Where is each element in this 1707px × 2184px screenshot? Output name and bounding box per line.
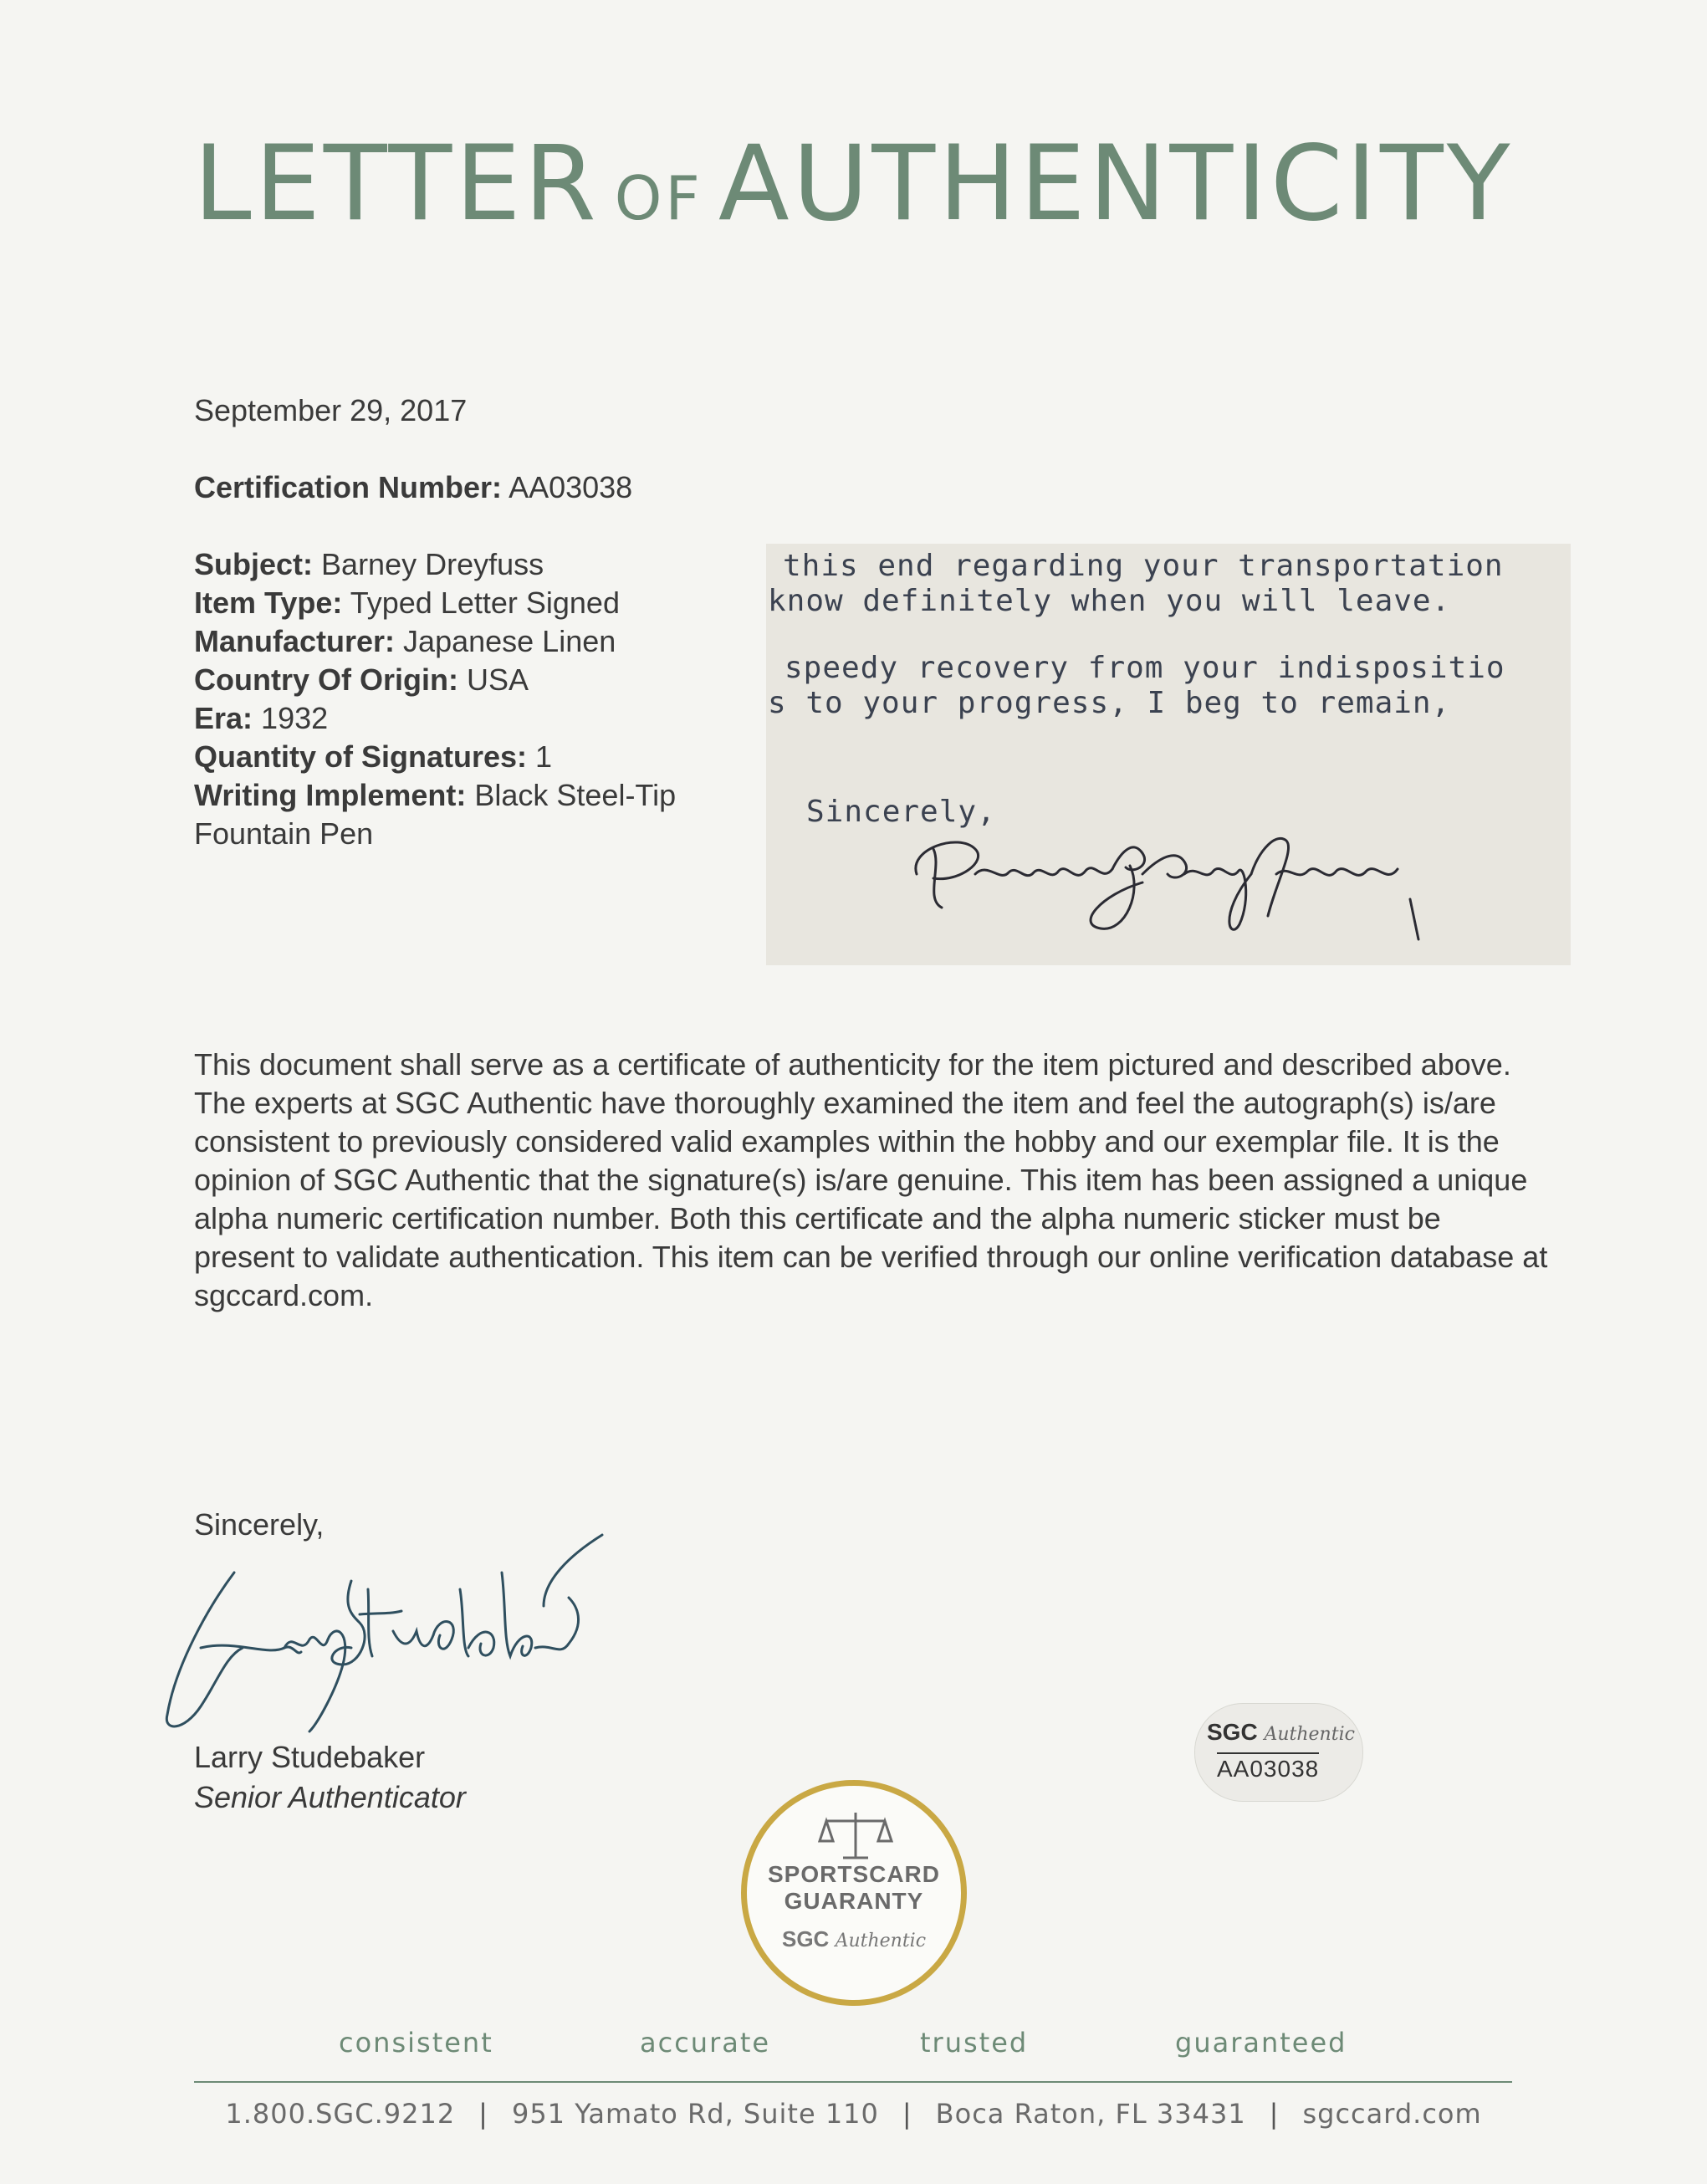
- closing: Sincerely,: [194, 1507, 325, 1542]
- footer-separator: |: [478, 2098, 488, 2130]
- typed-line: this end regarding your transportation: [783, 549, 1504, 583]
- sticker-brand-text: SGC: [1207, 1719, 1258, 1745]
- certification-number-label: Certification Number:: [194, 470, 503, 504]
- certification-number: [194, 470, 632, 505]
- detail-item-type: [194, 584, 763, 622]
- sgc-seal: [741, 1780, 967, 2006]
- detail-label: Writing Implement:: [194, 778, 467, 812]
- dreyfuss-signature: [908, 816, 1444, 941]
- footer-contact: [0, 2098, 1707, 2130]
- detail-label: Subject:: [194, 547, 314, 581]
- title-part-letter: LETTER: [193, 124, 600, 244]
- typed-line: Sincerely,: [806, 795, 996, 829]
- sticker-brand: [1207, 1719, 1355, 1746]
- item-photo: [766, 544, 1571, 965]
- footer-separator: |: [902, 2098, 912, 2130]
- document-title: [0, 124, 1707, 244]
- seal-line-3: [747, 1926, 961, 1952]
- scales-icon: [818, 1811, 893, 1861]
- detail-label: Quantity of Signatures:: [194, 739, 528, 774]
- tagline-guaranteed: guaranteed: [1175, 2027, 1347, 2059]
- seal-brand-script: Authentic: [835, 1931, 927, 1951]
- signer-title: Senior Authenticator: [194, 1780, 466, 1814]
- detail-value: 1: [535, 739, 553, 774]
- detail-era: [194, 699, 763, 738]
- title-part-authenticity: AUTHENTICITY: [718, 124, 1514, 244]
- tagline-trusted: trusted: [920, 2027, 1029, 2059]
- authentication-sticker: [1194, 1703, 1363, 1802]
- detail-writing-implement: [194, 776, 763, 815]
- certificate-body-text: This document shall serve as a certificate of authenticity for the item pictured and described above. The experts at SGC Authentic have thoroughly examined the item and feel the autograph(s) is/are consistent to previously considered valid examples within the hobby and our exemplar file. It is the opinion of SGC Authentic that the signature(s) is/are genuine. This item has been assigned a unique alpha numeric certification number. Both this certificate and the alpha numeric sticker must be present to validate authentication. This item can be verified through our online verification database at sgccard.com.: [194, 1047, 1548, 1312]
- detail-label: Country Of Origin:: [194, 662, 458, 697]
- detail-value: USA: [466, 662, 529, 697]
- detail-label: Era:: [194, 701, 253, 735]
- seal-brand: SGC: [781, 1926, 830, 1951]
- detail-value: Typed Letter Signed: [350, 586, 620, 620]
- detail-value: Japanese Linen: [403, 624, 616, 658]
- certification-number-value: AA03038: [509, 470, 633, 504]
- seal-line-2: GUARANTY: [784, 1888, 924, 1914]
- typed-line: know definitely when you will leave.: [768, 584, 1451, 618]
- sticker-number: AA03038: [1217, 1752, 1319, 1782]
- typed-line: speedy recovery from your indispositio: [785, 651, 1505, 685]
- issue-date: September 29, 2017: [194, 393, 468, 427]
- signer-name: Larry Studebaker: [194, 1740, 426, 1774]
- detail-value: Black Steel-Tip: [474, 778, 677, 812]
- seal-line-1: SPORTSCARD: [767, 1861, 940, 1887]
- detail-value: Barney Dreyfuss: [321, 547, 544, 581]
- detail-subject: [194, 545, 763, 584]
- detail-label: Manufacturer:: [194, 624, 396, 658]
- footer-city: Boca Raton, FL 33431: [935, 2098, 1246, 2130]
- tagline-consistent: consistent: [339, 2027, 493, 2059]
- detail-country: [194, 661, 763, 699]
- detail-quantity: [194, 738, 763, 776]
- sticker-brand-script: Authentic: [1264, 1724, 1355, 1745]
- studebaker-signature: [151, 1522, 619, 1740]
- footer-website: sgccard.com: [1302, 2098, 1482, 2130]
- footer-address: 951 Yamato Rd, Suite 110: [511, 2098, 879, 2130]
- item-details: [194, 545, 763, 853]
- tagline-accurate: accurate: [640, 2027, 771, 2059]
- footer-divider: [194, 2081, 1512, 2083]
- typed-line: s to your progress, I beg to remain,: [768, 686, 1451, 720]
- footer-phone: 1.800.SGC.9212: [225, 2098, 456, 2130]
- title-part-of: OF: [614, 163, 703, 233]
- detail-writing-implement-continued: Fountain Pen: [194, 816, 374, 851]
- detail-label: Item Type:: [194, 586, 343, 620]
- detail-manufacturer: [194, 622, 763, 661]
- footer-separator: |: [1269, 2098, 1280, 2130]
- detail-value: 1932: [261, 701, 329, 735]
